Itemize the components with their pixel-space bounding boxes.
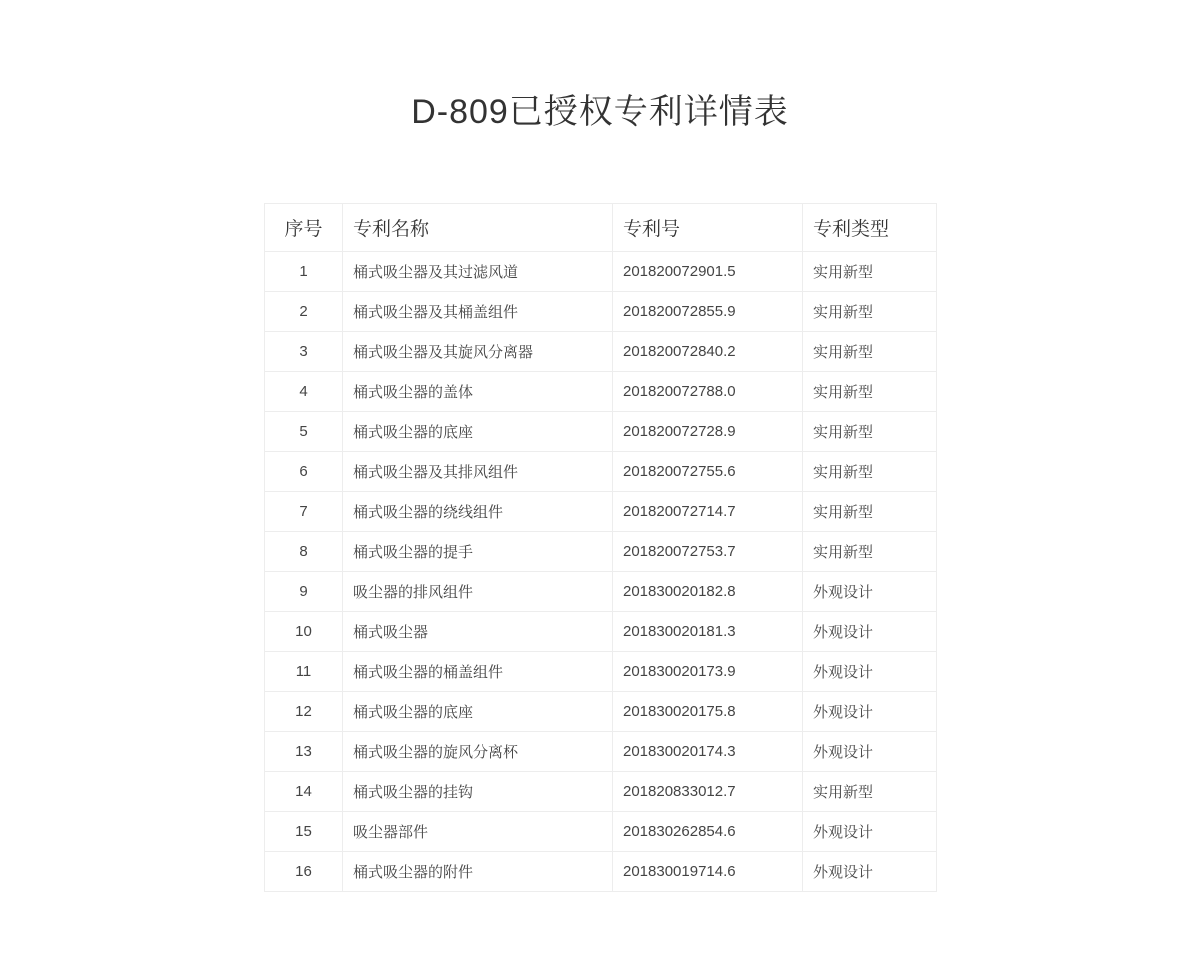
cell-index: 2 bbox=[265, 291, 343, 331]
cell-index: 14 bbox=[265, 771, 343, 811]
cell-index: 4 bbox=[265, 371, 343, 411]
cell-number: 201820072901.5 bbox=[613, 251, 803, 291]
column-header-name: 专利名称 bbox=[343, 203, 613, 251]
page-title: D-809已授权专利详情表 bbox=[411, 93, 789, 131]
cell-index: 15 bbox=[265, 811, 343, 851]
cell-type: 实用新型 bbox=[803, 411, 937, 451]
cell-number: 201830020181.3 bbox=[613, 611, 803, 651]
cell-index: 7 bbox=[265, 491, 343, 531]
cell-number: 201820833012.7 bbox=[613, 771, 803, 811]
cell-index: 13 bbox=[265, 731, 343, 771]
cell-name: 桶式吸尘器的底座 bbox=[343, 691, 613, 731]
cell-number: 201830020182.8 bbox=[613, 571, 803, 611]
cell-type: 实用新型 bbox=[803, 371, 937, 411]
cell-type: 实用新型 bbox=[803, 291, 937, 331]
cell-type: 外观设计 bbox=[803, 731, 937, 771]
table-row bbox=[265, 771, 937, 811]
cell-name: 桶式吸尘器的附件 bbox=[343, 851, 613, 891]
cell-name: 桶式吸尘器的底座 bbox=[343, 411, 613, 451]
table-row bbox=[265, 811, 937, 851]
cell-index: 16 bbox=[265, 851, 343, 891]
cell-name: 桶式吸尘器的旋风分离杯 bbox=[343, 731, 613, 771]
cell-index: 1 bbox=[265, 251, 343, 291]
cell-index: 3 bbox=[265, 331, 343, 371]
cell-type: 外观设计 bbox=[803, 851, 937, 891]
table-row bbox=[265, 251, 937, 291]
table-row bbox=[265, 491, 937, 531]
cell-number: 201830020174.3 bbox=[613, 731, 803, 771]
table-row bbox=[265, 851, 937, 891]
table-row bbox=[265, 691, 937, 731]
cell-number: 201820072755.6 bbox=[613, 451, 803, 491]
table-row bbox=[265, 331, 937, 371]
cell-number: 201830020175.8 bbox=[613, 691, 803, 731]
cell-number: 201820072728.9 bbox=[613, 411, 803, 451]
cell-type: 实用新型 bbox=[803, 251, 937, 291]
table-row bbox=[265, 371, 937, 411]
cell-type: 实用新型 bbox=[803, 771, 937, 811]
table-body bbox=[265, 251, 937, 891]
cell-name: 吸尘器的排风组件 bbox=[343, 571, 613, 611]
cell-name: 桶式吸尘器的挂钩 bbox=[343, 771, 613, 811]
cell-index: 5 bbox=[265, 411, 343, 451]
patent-table-container bbox=[264, 133, 936, 892]
cell-index: 12 bbox=[265, 691, 343, 731]
cell-number: 201830020173.9 bbox=[613, 651, 803, 691]
cell-name: 桶式吸尘器及其旋风分离器 bbox=[343, 331, 613, 371]
table-header-row bbox=[265, 203, 937, 251]
cell-name: 吸尘器部件 bbox=[343, 811, 613, 851]
cell-name: 桶式吸尘器 bbox=[343, 611, 613, 651]
table-row bbox=[265, 611, 937, 651]
column-header-type: 专利类型 bbox=[803, 203, 937, 251]
cell-index: 11 bbox=[265, 651, 343, 691]
table-row bbox=[265, 291, 937, 331]
cell-type: 外观设计 bbox=[803, 651, 937, 691]
cell-type: 实用新型 bbox=[803, 491, 937, 531]
cell-name: 桶式吸尘器的绕线组件 bbox=[343, 491, 613, 531]
cell-type: 外观设计 bbox=[803, 571, 937, 611]
column-header-index: 序号 bbox=[265, 203, 343, 251]
table-row bbox=[265, 571, 937, 611]
patent-table bbox=[264, 203, 937, 892]
cell-type: 外观设计 bbox=[803, 811, 937, 851]
cell-index: 8 bbox=[265, 531, 343, 571]
table-row bbox=[265, 651, 937, 691]
table-row bbox=[265, 451, 937, 491]
cell-number: 201830019714.6 bbox=[613, 851, 803, 891]
cell-number: 201820072840.2 bbox=[613, 331, 803, 371]
table-row bbox=[265, 731, 937, 771]
table-header bbox=[265, 203, 937, 251]
cell-index: 9 bbox=[265, 571, 343, 611]
table-row bbox=[265, 411, 937, 451]
cell-type: 外观设计 bbox=[803, 691, 937, 731]
table-row bbox=[265, 531, 937, 571]
column-header-number: 专利号 bbox=[613, 203, 803, 251]
cell-name: 桶式吸尘器及其桶盖组件 bbox=[343, 291, 613, 331]
cell-type: 实用新型 bbox=[803, 531, 937, 571]
cell-name: 桶式吸尘器的桶盖组件 bbox=[343, 651, 613, 691]
cell-name: 桶式吸尘器的提手 bbox=[343, 531, 613, 571]
cell-number: 201820072753.7 bbox=[613, 531, 803, 571]
cell-number: 201820072788.0 bbox=[613, 371, 803, 411]
cell-number: 201820072855.9 bbox=[613, 291, 803, 331]
cell-index: 10 bbox=[265, 611, 343, 651]
cell-type: 实用新型 bbox=[803, 451, 937, 491]
cell-index: 6 bbox=[265, 451, 343, 491]
cell-name: 桶式吸尘器的盖体 bbox=[343, 371, 613, 411]
cell-name: 桶式吸尘器及其排风组件 bbox=[343, 451, 613, 491]
cell-type: 外观设计 bbox=[803, 611, 937, 651]
cell-name: 桶式吸尘器及其过滤风道 bbox=[343, 251, 613, 291]
cell-type: 实用新型 bbox=[803, 331, 937, 371]
cell-number: 201820072714.7 bbox=[613, 491, 803, 531]
cell-number: 201830262854.6 bbox=[613, 811, 803, 851]
